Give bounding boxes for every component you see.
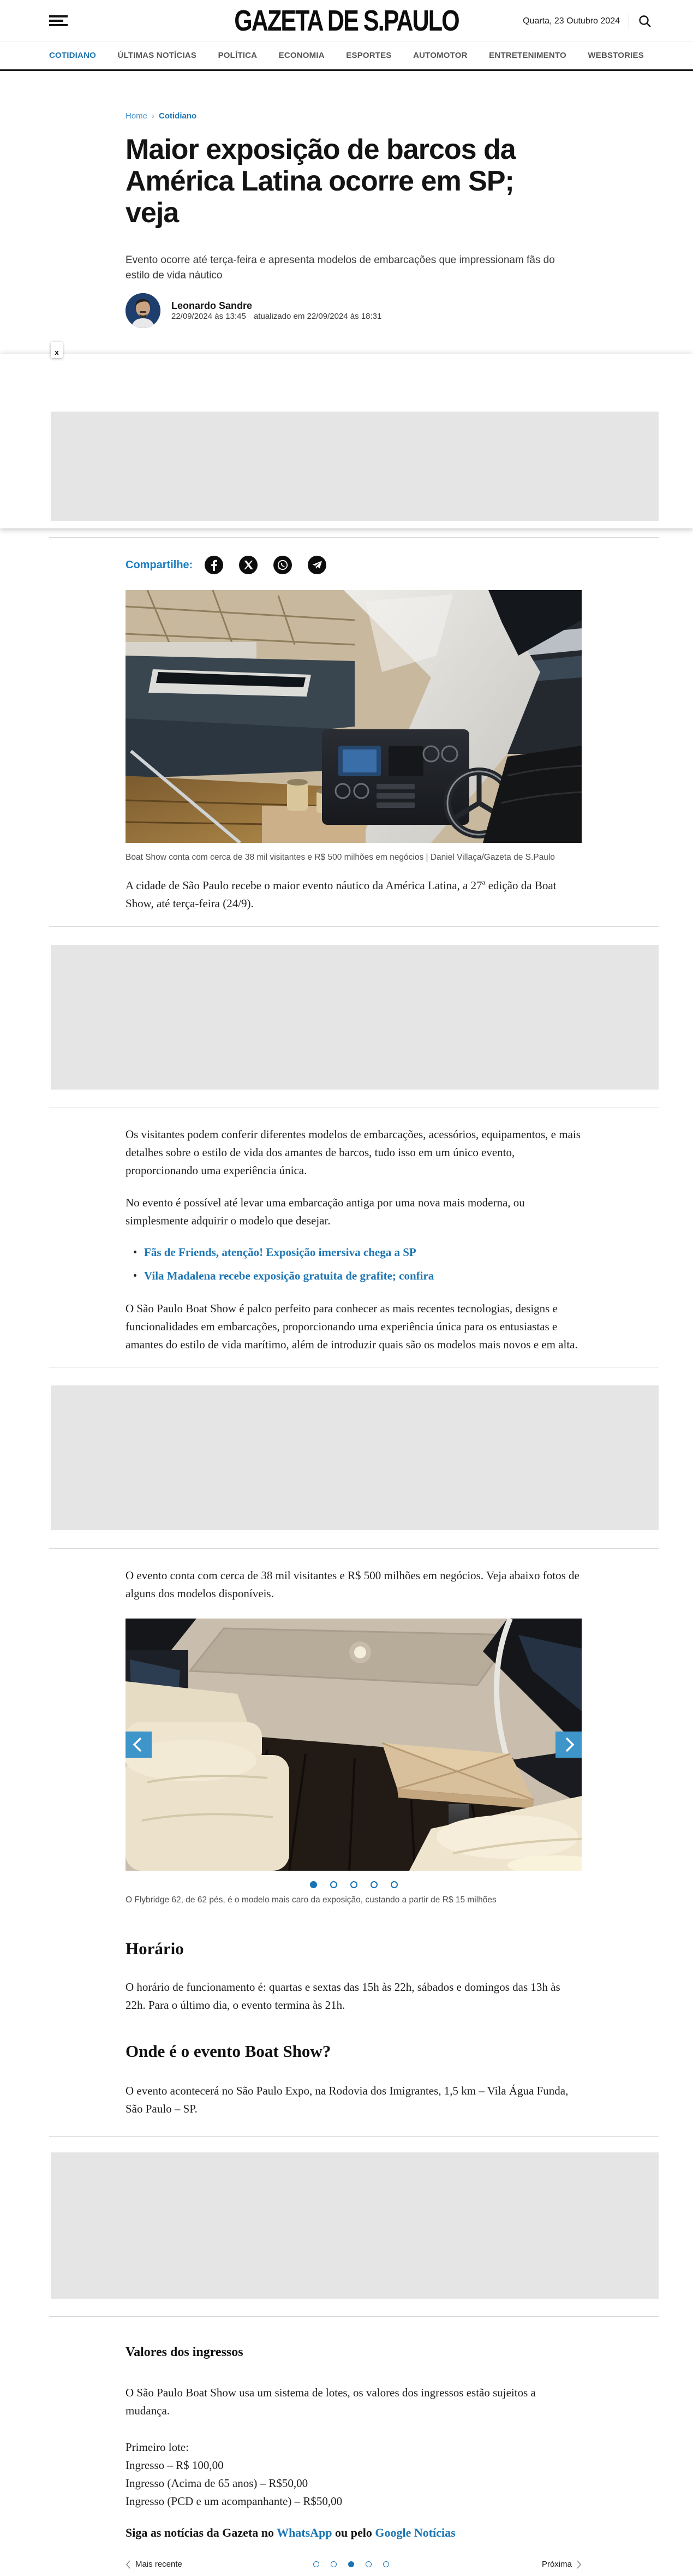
article-image — [126, 590, 582, 846]
paragraph-visitors: Os visitantes podem conferir diferentes modelos de embarcações, acessórios, equipamentos, e mais detalhes sobre o estilo de vida dos amantes de barcos, tudo isso em um único evento, proporcionando uma experiência única. — [126, 1128, 581, 1177]
related-link-friends[interactable]: Fãs de Friends, atenção! Exposição imersiva chega a SP — [144, 1246, 416, 1259]
telegram-icon[interactable] — [308, 556, 326, 574]
pager-prev-label: Mais recente — [135, 2560, 182, 2569]
pricing-line: Primeiro lote: — [126, 2441, 189, 2454]
author-row — [126, 293, 582, 328]
whatsapp-icon[interactable] — [273, 556, 292, 574]
nav-item-economia[interactable]: ECONOMIA — [278, 51, 325, 60]
pager-dots — [313, 2561, 389, 2567]
breadcrumb-home[interactable]: Home — [126, 111, 148, 121]
divider — [49, 537, 659, 538]
pager-dot[interactable] — [313, 2561, 319, 2567]
pricing-line: Ingresso (Acima de 65 anos) – R$50,00 — [126, 2477, 308, 2490]
site-header — [0, 0, 693, 41]
facebook-icon[interactable] — [205, 556, 223, 574]
follow-prefix: Siga as notícias da Gazeta no — [126, 2526, 277, 2539]
pager-prev-button[interactable] — [126, 2560, 182, 2569]
next-arrow-icon[interactable] — [555, 1732, 582, 1758]
nav-item-esportes[interactable]: ESPORTES — [346, 51, 392, 60]
pager-dot[interactable] — [331, 2561, 337, 2567]
pager-dot[interactable] — [383, 2561, 389, 2567]
article-pager — [126, 2560, 582, 2576]
logo-link[interactable]: GAZETA DE S.PAULO — [234, 4, 459, 38]
ad-placeholder — [51, 2152, 659, 2299]
chevron-left-icon — [126, 2560, 131, 2569]
nav-item-ultimas-noticias[interactable]: ÚLTIMAS NOTÍCIAS — [117, 51, 197, 60]
carousel-dot[interactable] — [391, 1881, 398, 1888]
carousel-caption: O Flybridge 62, de 62 pés, é o modelo mais caro da exposição, custando a partir de R$ 15 milhões — [126, 1895, 497, 1905]
main-nav — [0, 41, 693, 71]
nav-item-cotidiano[interactable]: COTIDIANO — [49, 51, 96, 60]
publish-dates — [171, 312, 381, 321]
paragraph-location: O evento acontecerá no São Paulo Expo, na Rodovia dos Imigrantes, 1,5 km – Vila Água Funda, São Paulo – SP. — [126, 2084, 569, 2115]
nav-item-entretenimento[interactable]: ENTRETENIMENTO — [489, 51, 566, 60]
carousel-dot[interactable] — [330, 1881, 337, 1888]
divider — [49, 926, 659, 927]
nav-item-automotor[interactable]: AUTOMOTOR — [413, 51, 468, 60]
list-item — [134, 1268, 582, 1284]
google-news-link[interactable]: Google Notícias — [375, 2526, 456, 2539]
whatsapp-link[interactable]: WhatsApp — [277, 2526, 332, 2539]
share-label: Compartilhe: — [126, 558, 193, 571]
heading-valores: Valores dos ingressos — [126, 2345, 243, 2359]
prev-arrow-icon[interactable] — [126, 1732, 152, 1758]
page-title: Maior exposição de barcos da América Latina ocorre em SP; veja — [126, 134, 516, 229]
breadcrumb — [126, 111, 582, 121]
carousel-dots — [126, 1881, 582, 1888]
paragraph-intro: A cidade de São Paulo recebe o maior evento náutico da América Latina, a 27ª edição da Boat Show, até terça-feira (24/9). — [126, 879, 557, 910]
pager-dot[interactable] — [348, 2561, 354, 2567]
related-link-vila-madalena[interactable]: Vila Madalena recebe exposição gratuita de grafite; confira — [144, 1269, 434, 1282]
divider — [49, 2136, 659, 2137]
ad-placeholder — [51, 1385, 659, 1530]
divider — [49, 2316, 659, 2317]
pricing-list — [126, 2438, 582, 2510]
nav-item-webstories[interactable]: WEBSTORIES — [588, 51, 644, 60]
pager-next-label: Próxima — [541, 2560, 572, 2569]
heading-horario: Horário — [126, 1939, 184, 1958]
paragraph-schedule: O horário de funcionamento é: quartas e sextas das 15h às 22h, sábados e domingos das 13h às 22h. Para o último dia, o evento termina às 21h. — [126, 1980, 560, 2012]
carousel-dot[interactable] — [371, 1881, 378, 1888]
avatar — [126, 293, 160, 328]
share-row — [126, 553, 582, 577]
carousel-image — [126, 1619, 582, 1873]
article-image-caption: Boat Show conta com cerca de 38 mil visitantes e R$ 500 milhões em negócios | Daniel Villaça/Gazeta de S.Paulo — [126, 853, 555, 862]
photo-carousel — [126, 1619, 582, 1906]
published-date: 22/09/2024 às 13:45 — [171, 311, 246, 321]
pager-dot[interactable] — [366, 2561, 372, 2567]
breadcrumb-separator-icon: › — [152, 111, 155, 121]
ad-placeholder — [51, 945, 659, 1090]
search-icon[interactable] — [638, 14, 652, 28]
carousel-dot[interactable] — [350, 1881, 357, 1888]
chevron-right-icon — [576, 2560, 582, 2569]
related-links — [126, 1244, 582, 1284]
article-subtitle: Evento ocorre até terça-feira e apresenta modelos de embarcações que impressionam fãs do estilo de vida náutico — [126, 254, 555, 281]
follow-middle: ou pelo — [332, 2526, 375, 2539]
sticky-ad-band — [0, 348, 693, 528]
header-date: Quarta, 23 Outubro 2024 — [523, 16, 620, 26]
pricing-line: Ingresso – R$ 100,00 — [126, 2459, 224, 2472]
carousel-dot[interactable] — [310, 1881, 317, 1888]
follow-cta — [126, 2526, 582, 2540]
heading-onde: Onde é o evento Boat Show? — [126, 2042, 331, 2061]
paragraph-trade: No evento é possível até levar uma embarcação antiga por uma nova mais moderna, ou simplesmente adquirir o modelo que desejar. — [126, 1196, 525, 1227]
x-icon[interactable] — [239, 556, 258, 574]
ad-placeholder — [51, 412, 659, 521]
paragraph-stage: O São Paulo Boat Show é palco perfeito para conhecer as mais recentes tecnologias, designs e funcionalidades em embarcações, proporcionando uma experiência única para os entusiastas e amantes do estilo de vida marítimo, além de introduzir quais são os modelos mais novos e em alta. — [126, 1302, 578, 1351]
paragraph-lots: O São Paulo Boat Show usa um sistema de lotes, os valores dos ingressos estão sujeitos a mudança. — [126, 2386, 536, 2417]
bullet-icon — [134, 1274, 136, 1277]
pager-next-button[interactable] — [542, 2560, 582, 2569]
divider — [49, 1548, 659, 1549]
nav-item-politica[interactable]: POLÍTICA — [218, 51, 258, 60]
author-name[interactable]: Leonardo Sandre — [171, 300, 253, 311]
paragraph-numbers: O evento conta com cerca de 38 mil visitantes e R$ 500 milhões em negócios. Veja abaixo fotos de alguns dos modelos disponíveis. — [126, 1569, 580, 1600]
bullet-icon — [134, 1251, 136, 1253]
pricing-line: Ingresso (PCD e um acompanhante) – R$50,00 — [126, 2495, 343, 2508]
breadcrumb-section[interactable]: Cotidiano — [159, 111, 197, 121]
close-icon[interactable]: x — [51, 342, 63, 358]
updated-date: atualizado em 22/09/2024 às 18:31 — [253, 311, 382, 321]
list-item — [134, 1244, 582, 1261]
article-figure — [126, 590, 582, 864]
